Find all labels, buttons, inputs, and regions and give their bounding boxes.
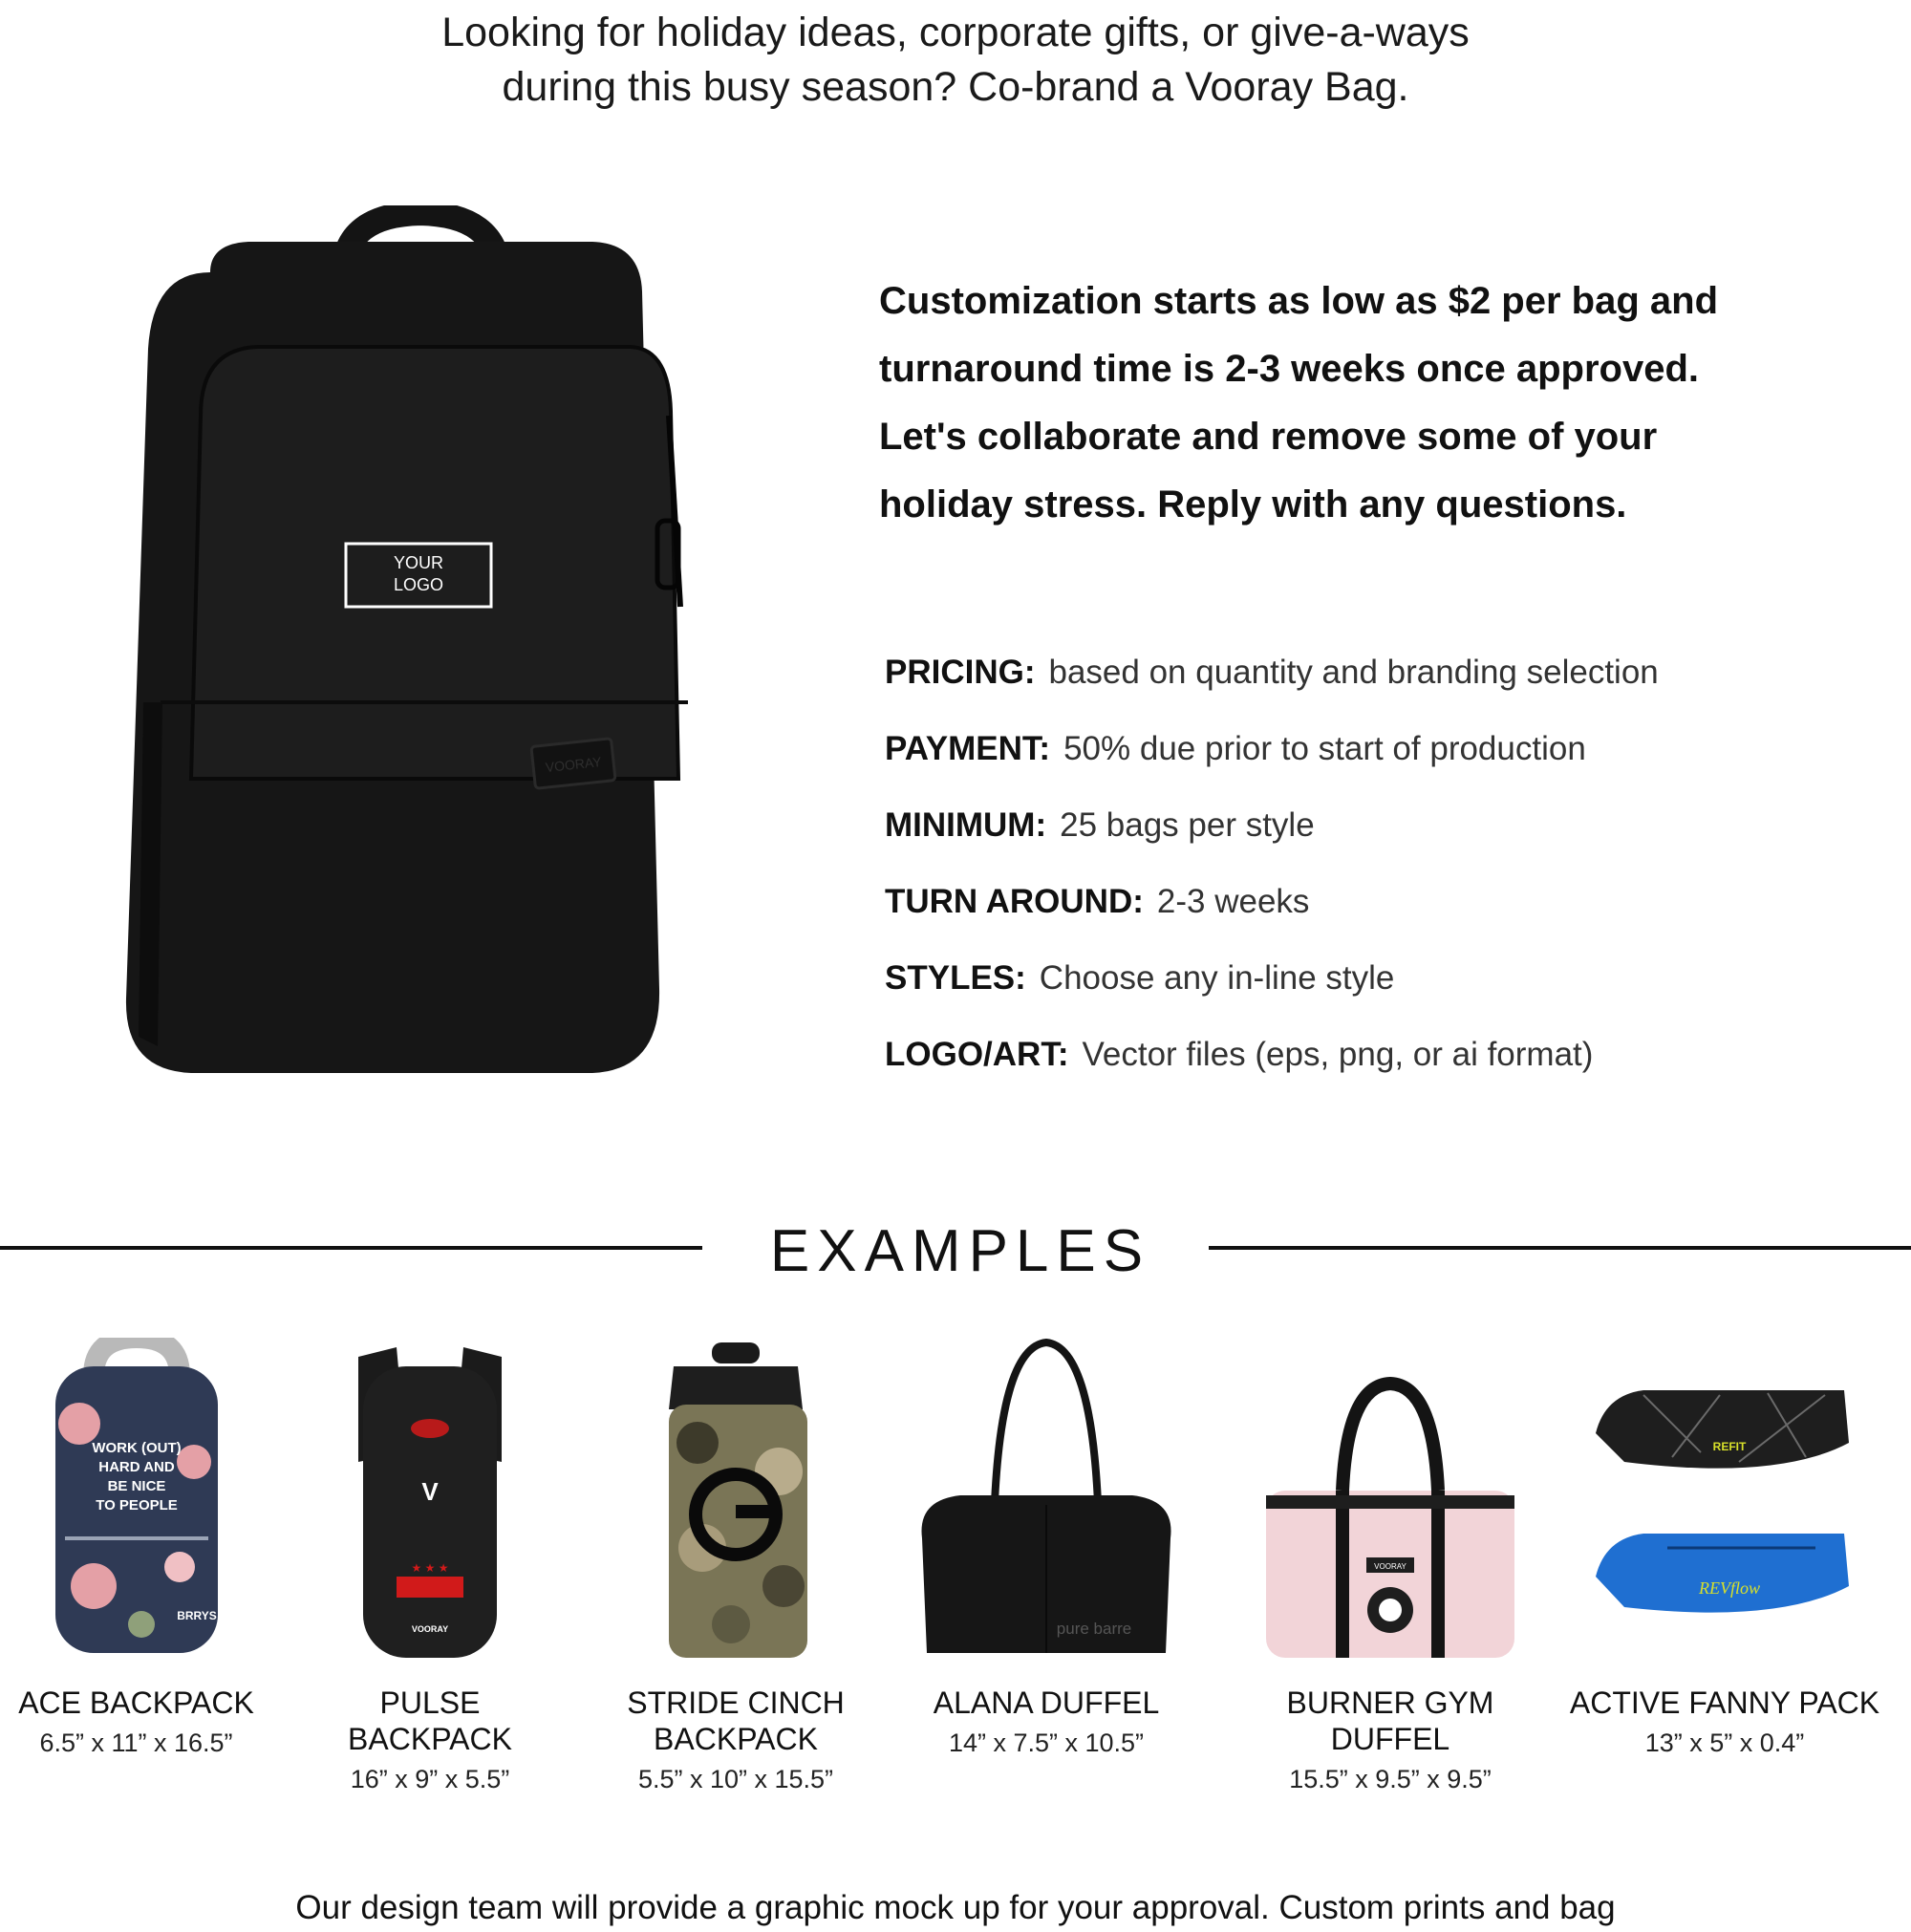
backpack-illustration — [57, 205, 726, 1089]
spec-label: PAYMENT: — [885, 730, 1051, 767]
customization-line: turnaround time is 2-3 weeks once approved. — [879, 348, 1700, 390]
product-pulse-backpack[interactable] — [296, 1338, 564, 1795]
spec-label: LOGO/ART: — [885, 1036, 1069, 1073]
svg-text:BE NICE: BE NICE — [107, 1478, 165, 1494]
spec-label: STYLES: — [885, 959, 1026, 997]
svg-text:WORK (OUT): WORK (OUT) — [91, 1440, 182, 1456]
customization-line: holiday stress. Reply with any questions. — [879, 483, 1627, 526]
examples-heading: EXAMPLES — [769, 1218, 1151, 1284]
product-dimensions: 14” x 7.5” x 10.5” — [948, 1728, 1145, 1757]
divider-left — [0, 1246, 702, 1250]
ace-backpack-image — [36, 1338, 237, 1663]
product-name: PULSE BACKPACK — [348, 1685, 512, 1756]
product-dimensions: 5.5” x 10” x 15.5” — [637, 1765, 834, 1793]
product-active-fanny-pack[interactable] — [1557, 1338, 1892, 1759]
product-mark: pure barre — [1056, 1620, 1132, 1638]
spec-row-pricing — [885, 648, 1879, 724]
product-mark: REFIT — [1712, 1440, 1747, 1453]
product-mark-2: REVflow — [1699, 1578, 1760, 1598]
product-dimensions: 15.5” x 9.5” x 9.5” — [1289, 1765, 1492, 1793]
logo-placeholder-line-2: LOGO — [393, 575, 444, 594]
spec-value: Choose any in-line style — [1039, 959, 1395, 997]
product-alana-duffel[interactable] — [898, 1338, 1194, 1759]
product-brand: VOORAY — [411, 1624, 449, 1634]
footer-text: Our design team will provide a graphic mock up for your approval. Custom prints and bag — [295, 1889, 1616, 1926]
product-name-line-2: BACKPACK — [654, 1722, 818, 1756]
spec-value: 2-3 weeks — [1156, 883, 1310, 920]
intro-text — [0, 6, 1911, 115]
spec-row-turn-around — [885, 877, 1879, 954]
product-brand: VOORAY — [1374, 1562, 1406, 1571]
product-stride-cinch-backpack[interactable] — [602, 1338, 870, 1795]
brand-patch-text: VOORAY — [544, 753, 603, 776]
active-fanny-pack-image — [1586, 1338, 1863, 1663]
logo-placeholder-line-1: YOUR — [393, 553, 444, 572]
product-mark: V — [421, 1477, 439, 1506]
product-dimensions: 13” x 5” x 0.4” — [1644, 1728, 1805, 1757]
alana-duffel-image — [903, 1338, 1190, 1663]
spec-value: 50% due prior to start of production — [1063, 730, 1586, 767]
spec-row-styles — [885, 954, 1879, 1030]
product-name: ACTIVE FANNY PACK — [1569, 1685, 1880, 1720]
stride-cinch-backpack-image — [645, 1338, 827, 1663]
product-name: ALANA DUFFEL — [933, 1685, 1160, 1720]
product-mark: BRRYS — [176, 1609, 217, 1622]
spec-row-logo-art — [885, 1030, 1879, 1106]
spec-value: based on quantity and branding selection — [1048, 654, 1659, 691]
svg-text:★ ★ ★: ★ ★ ★ — [411, 1561, 449, 1575]
divider-right — [1209, 1246, 1911, 1250]
pulse-backpack-image — [339, 1338, 521, 1663]
product-ace-backpack[interactable] — [0, 1338, 272, 1759]
customization-line: Customization starts as low as $2 per bag and — [879, 280, 1719, 322]
product-dimensions: 16” x 9” x 5.5” — [350, 1765, 510, 1793]
product-name: ACE BACKPACK — [18, 1685, 254, 1720]
intro-line-1: Looking for holiday ideas, corporate gifts, or give-a-ways — [441, 10, 1470, 55]
spec-label: PRICING: — [885, 654, 1036, 691]
spec-value: Vector files (eps, png, or ai format) — [1082, 1036, 1594, 1073]
spec-list — [885, 648, 1879, 1106]
product-name-line-2: DUFFEL — [1330, 1722, 1450, 1756]
svg-text:TO PEOPLE: TO PEOPLE — [95, 1497, 178, 1513]
product-name-line-1: STRIDE CINCH — [627, 1685, 845, 1720]
spec-label: MINIMUM: — [885, 806, 1047, 844]
spec-row-minimum — [885, 801, 1879, 877]
intro-line-2: during this busy season? Co-brand a Vooray Bag. — [502, 64, 1409, 110]
spec-value: 25 bags per style — [1060, 806, 1315, 844]
product-name-line-1: BURNER GYM — [1286, 1685, 1494, 1720]
spec-row-payment — [885, 724, 1879, 801]
burner-gym-duffel-image — [1247, 1338, 1534, 1663]
hero-backpack-image — [57, 205, 726, 1089]
svg-text:HARD AND: HARD AND — [97, 1459, 175, 1475]
spec-label: TURN AROUND: — [885, 883, 1144, 920]
customization-text — [879, 268, 1873, 539]
product-burner-gym-duffel[interactable] — [1242, 1338, 1538, 1795]
product-dimensions: 6.5” x 11” x 16.5” — [39, 1728, 233, 1757]
customization-line: Let's collaborate and remove some of your — [879, 416, 1658, 458]
